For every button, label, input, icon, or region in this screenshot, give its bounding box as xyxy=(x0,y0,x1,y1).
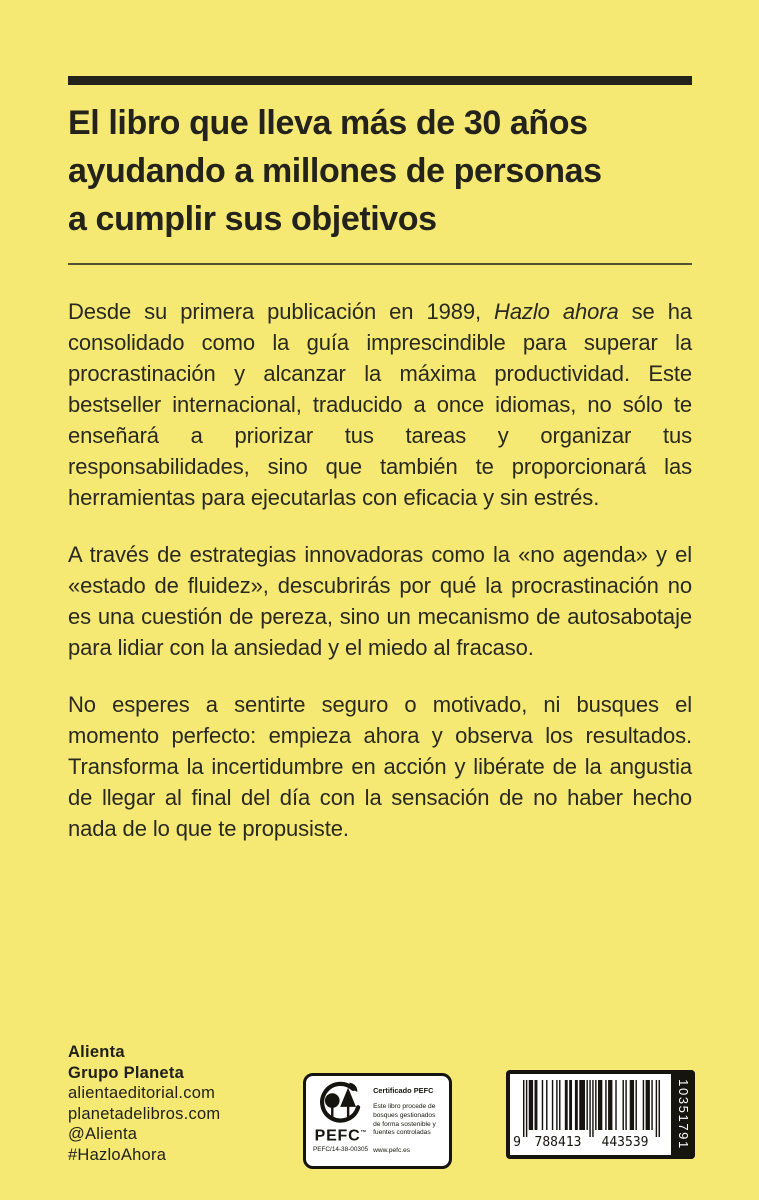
pefc-title: Certificado PEFC xyxy=(373,1086,434,1095)
isbn-digit-lead: 9 xyxy=(513,1135,521,1149)
publisher-brand: Alienta xyxy=(68,1043,125,1061)
publisher-block xyxy=(68,1042,220,1165)
pefc-trees-icon xyxy=(316,1081,366,1126)
isbn-digits-group2: 443539 xyxy=(601,1135,649,1149)
pefc-logo-column xyxy=(313,1081,368,1162)
headline-line-2: ayudando a millones de personas xyxy=(68,152,602,190)
pefc-description: Este libro procede de bosques gestionados de forma sostenible y fuentes controladas xyxy=(373,1103,436,1137)
pefc-certification-label xyxy=(303,1073,452,1169)
synopsis-paragraph-1 xyxy=(68,296,692,513)
pefc-text-column xyxy=(373,1081,443,1162)
synopsis xyxy=(68,296,692,870)
pefc-wordmark-text: PEFC xyxy=(314,1127,361,1145)
book-title-italic: Hazlo ahora xyxy=(494,299,619,324)
headline-line-1: El libro que lleva más de 30 años xyxy=(68,104,588,142)
isbn-digits-group1: 788413 xyxy=(534,1135,582,1149)
product-code-vertical: 10351791 xyxy=(675,1079,691,1150)
headline xyxy=(68,99,718,243)
synopsis-p1-post: se ha consolidado como la guía imprescindible para superar la procrastinación y alcanzar la máxima productividad. Este bestseller internacional, traducido a once idiomas, no sólo te enseñará a priorizar tus tareas y organizar tus responsabilidades, sino que también te proporcionará las herramientas para ejecutarlas con eficacia y sin estrés. xyxy=(68,299,692,510)
synopsis-paragraph-2: A través de estrategias innovadoras como la «no agenda» y el «estado de fluidez», descubrirás por qué la procrastinación no es una cuestión de pereza, sino un mecanismo de autosabotaje para lidiar con la ansiedad y el miedo al fracaso. xyxy=(68,542,692,660)
pefc-license-number: PEFC/14-38-00305 xyxy=(313,1145,369,1153)
publisher-website-2: planetadelibros.com xyxy=(68,1104,221,1123)
pefc-url: www.pefc.es xyxy=(373,1147,411,1155)
publisher-hashtag: #HazloAhora xyxy=(68,1145,167,1164)
publisher-group: Grupo Planeta xyxy=(68,1063,185,1082)
isbn-barcode xyxy=(506,1070,695,1159)
publisher-social-handle: @Alienta xyxy=(68,1125,138,1143)
barcode-side-strip xyxy=(671,1070,695,1159)
ean-barcode xyxy=(513,1079,669,1149)
pefc-wordmark xyxy=(315,1126,367,1143)
synopsis-p1-pre: Desde su primera publicación en 1989, xyxy=(68,299,495,324)
headline-line-3: a cumplir sus objetivos xyxy=(68,200,437,238)
publisher-website-1: alientaeditorial.com xyxy=(68,1084,216,1102)
divider-rule xyxy=(68,263,692,265)
top-rule xyxy=(68,76,692,85)
synopsis-paragraph-3: No esperes a sentirte seguro o motivado, ni busques el momento perfecto: empieza ahora y observa los resultados. Transforma la incertidumbre en acción y libérate de la angustia de llegar al final del día con la sensación de no haber hecho nada de lo que te propusiste. xyxy=(68,692,692,841)
trademark-symbol: ™ xyxy=(360,1130,367,1136)
